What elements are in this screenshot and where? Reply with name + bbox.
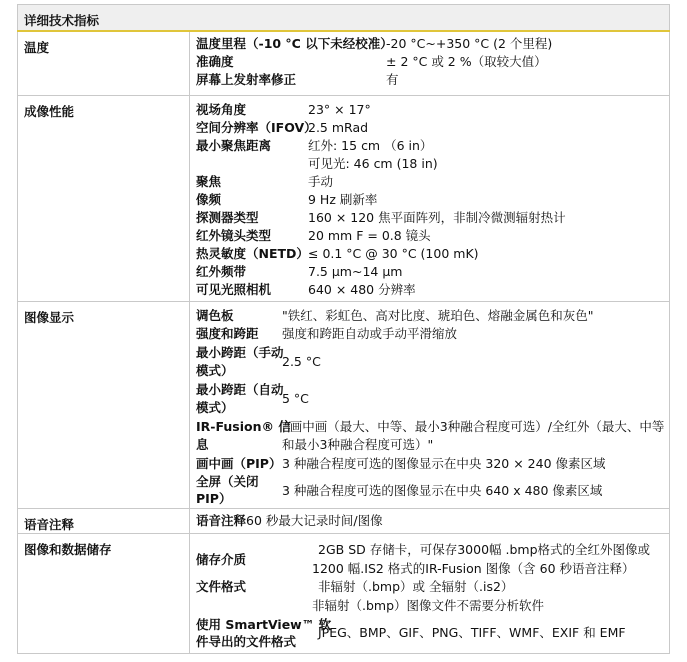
table-row [18,31,670,96]
spec-label: 模式） [196,400,234,415]
spec-value: 红外: 15 cm （6 in） [308,138,433,153]
spec-label: 可见光照相机 [196,282,272,297]
spec-value: 60 秒最大记录时间/图像 [246,513,383,528]
spec-label: 件导出的文件格式 [196,634,297,649]
table-row [18,302,670,509]
spec-value: 2.5 °C [282,354,321,369]
spec-label: 最小跨距（自动 [196,382,284,397]
spec-value: 640 × 480 分辨率 [308,282,416,297]
category-temp: 温度 [18,31,190,96]
spec-value: 20 mm F = 0.8 镜头 [308,228,431,243]
spec-value: 可见光: 46 cm (18 in) [308,156,438,171]
rows-storage [190,534,669,652]
category-storage: 图像和数据储存 [18,534,190,654]
spec-value: 非辐射（.bmp）图像文件不需要分析软件 [312,598,545,613]
spec-label: 模式） [196,363,234,378]
spec-label: 视场角度 [196,102,247,117]
spec-value: 9 Hz 刷新率 [308,192,378,207]
spec-value: JPEG、BMP、GIF、PNG、TIFF、WMF、EXIF 和 EMF [318,625,626,640]
spec-label: 全屏（关闭 [196,474,259,489]
spec-label: 调色板 [196,308,234,323]
spec-value: 1200 幅.IS2 格式的IR-Fusion 图像（含 60 秒语音注释） [312,561,635,576]
spec-label: 储存介质 [196,552,247,567]
spec-value: 手动 [308,174,334,189]
spec-value: 160 × 120 焦平面阵列，非制冷微测辐射热计 [308,210,566,225]
spec-value: 2.5 mRad [308,120,369,135]
spec-label: 聚焦 [196,174,222,189]
spec-value: "画中画（最大、中等、最小3种融合程度可选）/全红外（最大、中等 [284,419,665,434]
rows-temp [190,32,669,95]
spec-label: 文件格式 [196,579,247,594]
spec-value: 2GB SD 存储卡，可保存3000幅 .bmp格式的全红外图像或 [318,542,651,557]
spec-value: 非辐射（.bmp）或 全辐射（.is2） [318,579,514,594]
spec-label: 画中画（PIP） [196,456,282,471]
category-voice: 语音注释 [18,509,190,534]
category-display: 图像显示 [18,302,190,509]
spec-value: ± 2 °C 或 2 %（取较大值） [386,53,547,69]
spec-value: 5 °C [282,391,309,406]
spec-label: 使用 SmartView™ 软 [196,617,332,632]
spec-value: "铁红、彩虹色、高对比度、琥珀色、熔融金属色和灰色" [282,308,594,323]
spec-value: 和最小3种融合程度可选）" [282,437,434,452]
spec-label: 空间分辨率（IFOV） [196,120,317,135]
table-title: 详细技术指标 [18,5,670,31]
spec-label: 最小聚焦距离 [196,138,272,153]
spec-value: 3 种融合程度可选的图像显示在中央 640 x 480 像素区域 [282,483,603,498]
spec-value: 7.5 μm~14 μm [308,264,403,279]
spec-value: ≤ 0.1 °C @ 30 °C (100 mK) [308,246,479,261]
spec-label: 像频 [196,192,222,207]
spec-table [17,4,670,654]
table-row [18,534,670,654]
rows-imaging [190,96,669,300]
spec-label: 红外频带 [196,264,247,279]
spec-value: 23° × 17° [308,102,371,117]
spec-label: 热灵敏度（NETD） [196,246,309,261]
spec-label: 语音注释 [196,513,247,528]
spec-label: 最小跨距（手动 [196,345,284,360]
table-row [18,509,670,534]
spec-label: 探测器类型 [196,210,259,225]
spec-label: IR-Fusion® 信 [196,419,291,434]
rows-display [190,302,669,507]
spec-label: 温度里程（-10 °C 以下未经校准） [196,35,393,51]
table-row [18,96,670,302]
spec-label: 红外镜头类型 [196,228,272,243]
category-imaging: 成像性能 [18,96,190,302]
spec-value: 有 [386,71,399,87]
spec-value: -20 °C~+350 °C (2 个里程) [386,35,553,51]
spec-label: 屏幕上发射率修正 [196,71,297,87]
spec-label: PIP） [196,491,232,506]
spec-label: 息 [196,437,209,452]
spec-label: 准确度 [196,53,234,69]
spec-value: 强度和跨距自动或手动平滑缩放 [282,326,458,341]
spec-value: 3 种融合程度可选的图像显示在中央 320 × 240 像素区域 [282,456,606,471]
spec-label: 强度和跨距 [196,326,259,341]
rows-voice [190,509,669,532]
